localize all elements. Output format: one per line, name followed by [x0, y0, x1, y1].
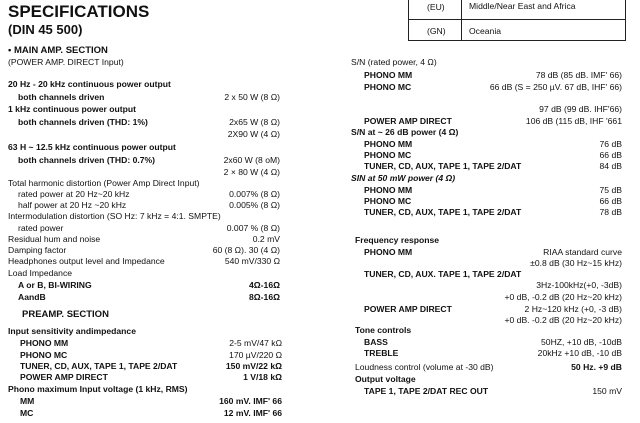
region-code: (EU) — [427, 2, 445, 12]
tone-treble-label: TREBLE — [364, 348, 399, 358]
sn-26-value: 66 dB — [599, 150, 622, 160]
main-amp-label: Headphones output level and Impedance — [8, 256, 165, 266]
preamp-label: PHONO MC — [20, 350, 68, 360]
freq-tuner-value1: 3Hz-100kHz(+0, -3dB) — [536, 280, 622, 290]
preamp-value: 2-5 mV/47 kΩ — [229, 338, 282, 348]
preamp-label: Input sensitivity andimpedance — [8, 326, 136, 336]
main-amp-label: AandB — [18, 292, 46, 302]
freq-power-value2: +0 dB. -0.2 dB (20 Hz~20 kHz) — [504, 315, 622, 325]
preamp-value: 160 mV. IMF' 66 — [219, 396, 282, 406]
preamp-label: POWER AMP DIRECT — [20, 372, 108, 382]
sin-50-value: 66 dB — [599, 196, 622, 206]
preamp-value: 170 µV/220 Ω — [229, 350, 282, 360]
sin-50-label: PHONO MC — [364, 196, 412, 206]
main-amp-label: both channels driven (THD: 1%) — [18, 117, 148, 127]
main-amp-label: 20 Hz - 20 kHz continuous power output — [8, 79, 171, 89]
sin-50-label: PHONO MM — [364, 185, 413, 195]
preamp-value: 12 mV. IMF' 66 — [223, 408, 282, 418]
main-amp-value: 0.007% (8 Ω) — [229, 189, 280, 199]
main-amp-value: 2x65 W (8 Ω) — [229, 117, 280, 127]
sn-26-label: PHONO MC — [364, 150, 412, 160]
main-amp-subheading: (POWER AMP. DIRECT Input) — [8, 57, 124, 67]
sn-rated-heading-text: S/N (rated power, 4 Ω) — [351, 57, 437, 67]
loudness-value: 50 Hz. +9 dB — [571, 362, 622, 372]
main-amp-value: 0.2 mV — [252, 234, 280, 244]
output-value: 150 mV — [592, 386, 622, 396]
sn-rated-value: 66 dB (S = 250 µV. 67 dB, IHF' 66) — [489, 82, 622, 92]
preamp-label: PHONO MM — [20, 338, 69, 348]
freq-heading: Frequency response — [355, 235, 440, 245]
sn-26-value: 76 dB — [599, 139, 622, 149]
region-table — [408, 0, 626, 41]
main-amp-value: 8Ω-16Ω — [249, 292, 280, 302]
sn-26-label: TUNER, CD, AUX, TAPE 1, TAPE 2/DAT — [364, 161, 522, 171]
sn-rated-value: 97 dB (99 dB. IHF'66) — [539, 104, 622, 114]
freq-power-label: POWER AMP DIRECT — [364, 304, 452, 314]
sn-26-heading: S/N at ~ 26 dB power (4 Ω) — [351, 127, 459, 137]
sn-rated-value: 78 dB (85 dB. IMF' 66) — [535, 70, 622, 80]
main-amp-value: 0.005% (8 Ω) — [229, 200, 280, 210]
sn-26-value: 84 dB — [599, 161, 622, 171]
main-amp-label: Damping factor — [8, 245, 67, 255]
sin-50-value: 75 dB — [599, 185, 622, 195]
main-amp-value: 0.007 % (8 Ω) — [226, 223, 280, 233]
main-amp-label: rated power — [18, 223, 64, 233]
sn-26-label: PHONO MM — [364, 139, 413, 149]
preamp-value: 1 V/18 kΩ — [243, 372, 282, 382]
region-code: (GN) — [427, 26, 446, 36]
output-heading: Output voltage — [355, 374, 416, 384]
main-amp-value: 60 (8 Ω). 30 (4 Ω) — [212, 245, 280, 255]
main-amp-label: both channels driven — [18, 92, 105, 102]
main-amp-label: both channels driven (THD: 0.7%) — [18, 155, 156, 165]
sin-50-label: TUNER, CD, AUX, TAPE 1, TAPE 2/DAT — [364, 207, 522, 217]
preamp-heading: PREAMP. SECTION — [22, 309, 109, 320]
sn-rated-value: 106 dB (115 dB, IHF '661 — [525, 116, 622, 126]
freq-power-value1: 2 Hz~120 kHz (+0, -3 dB) — [524, 304, 622, 314]
main-amp-label: 63 H ~ 12.5 kHz continuous power output — [8, 142, 176, 152]
sn-rated-label: POWER AMP DIRECT — [364, 116, 452, 126]
output-label: TAPE 1, TAPE 2/DAT REC OUT — [364, 386, 489, 396]
freq-tuner-value2: +0 dB, -0.2 dB (20 Hz~20 kHz) — [504, 292, 622, 302]
sn-rated-label: PHONO MC — [364, 82, 412, 92]
main-amp-label: A or B, BI-WIRING — [18, 280, 92, 290]
sin-50-value: 78 dB — [599, 207, 622, 217]
preamp-label: MC — [20, 408, 34, 418]
region-area: Middle/Near East and Africa — [469, 1, 576, 11]
tone-heading: Tone controls — [355, 325, 412, 335]
main-amp-value: 2 x 50 W (8 Ω) — [224, 92, 280, 102]
preamp-label: Phono maximum Input voltage (1 kHz, RMS) — [8, 384, 188, 394]
main-amp-label: Residual hum and noise — [8, 234, 101, 244]
region-area: Oceania — [469, 26, 502, 36]
main-amp-value: 540 mV/330 Ω — [224, 256, 280, 266]
main-amp-value: 2X90 W (4 Ω) — [227, 129, 280, 139]
loudness-label: Loudness control (volume at -30 dB) — [355, 362, 494, 372]
sn-rated-heading — [351, 57, 437, 67]
main-amp-value: 2 × 80 W (4 Ω) — [223, 167, 280, 177]
main-amp-label: Intermodulation distortion (SO Hz: 7 kHz = 4:1. SMPTE) — [8, 211, 221, 221]
page-subtitle: (DIN 45 500) — [8, 22, 83, 37]
preamp-label: MM — [20, 396, 35, 406]
freq-phono-value1: RIAA standard curve — [543, 247, 622, 257]
tone-treble-value: 20kHz +10 dB, -10 dB — [537, 348, 622, 358]
main-amp-label: Load Impedance — [8, 268, 73, 278]
preamp-value: 150 mV/22 kΩ — [225, 361, 282, 371]
main-amp-label: Total harmonic distortion (Power Amp Direct Input) — [8, 178, 200, 188]
main-amp-label: 1 kHz continuous power output — [8, 104, 136, 114]
freq-tuner-label: TUNER, CD, AUX. TAPE 1, TAPE 2/DAT — [364, 269, 522, 279]
sn-rated-label: PHONO MM — [364, 70, 413, 80]
main-amp-value: 4Ω-16Ω — [249, 280, 280, 290]
sin-50-heading: SIN at 50 mW power (4 Ω) — [351, 173, 456, 183]
main-amp-label: rated power at 20 Hz~20 kHz — [18, 189, 130, 199]
page-title: SPECIFICATIONS — [8, 2, 150, 21]
tone-bass-label: BASS — [364, 337, 388, 347]
freq-phono-label: PHONO MM — [364, 247, 413, 257]
main-amp-heading: • MAIN AMP. SECTION — [8, 45, 108, 56]
main-amp-label: half power at 20 Hz ~20 kHz — [18, 200, 127, 210]
preamp-label: TUNER, CD, AUX, TAPE 1, TAPE 2/DAT — [20, 361, 178, 371]
freq-phono-value2: ±0.8 dB (30 Hz~15 kHz) — [530, 258, 622, 268]
main-amp-value: 2x60 W (8 oM) — [223, 155, 280, 165]
tone-bass-value: 50HZ, +10 dB, -10dB — [541, 337, 622, 347]
